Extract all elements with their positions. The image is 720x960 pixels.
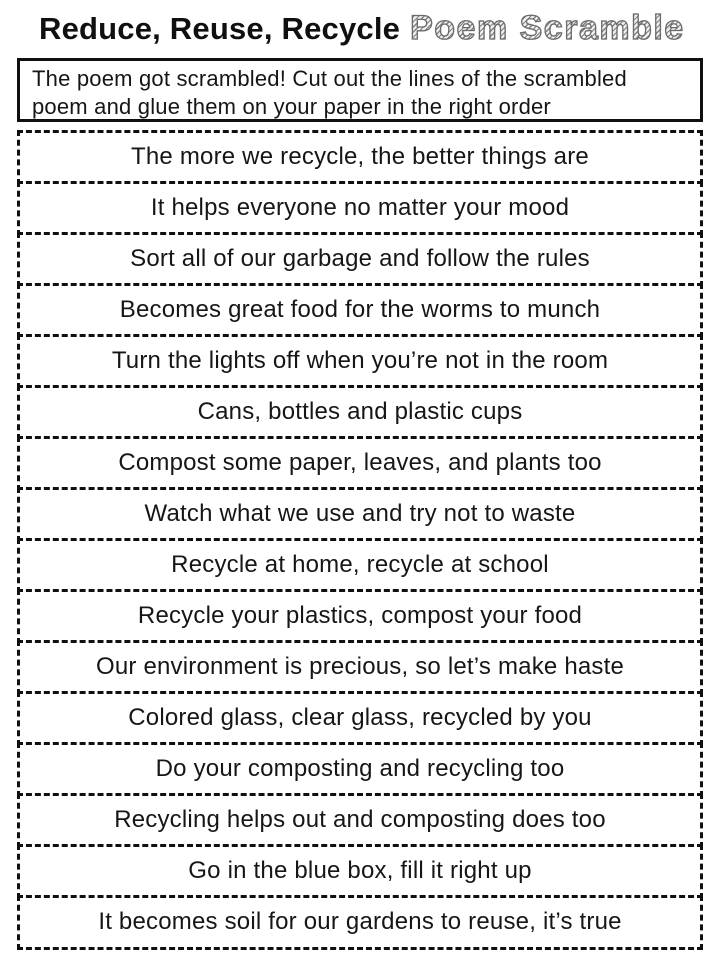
- poem-strip: [17, 436, 703, 491]
- poem-line: Colored glass, clear glass, recycled by you: [128, 704, 592, 732]
- poem-line: It helps everyone no matter your mood: [150, 194, 570, 222]
- poem-strip: [17, 538, 703, 593]
- poem-strip: [17, 640, 703, 695]
- poem-strip: [17, 181, 703, 236]
- poem-line: Becomes great food for the worms to munch: [119, 296, 601, 324]
- poem-strip: [17, 487, 703, 542]
- instructions-text: The poem got scrambled! Cut out the lines of the scrambled poem and glue them on your paper in the right order: [32, 66, 627, 119]
- poem-line: Sort all of our garbage and follow the rules: [130, 245, 590, 273]
- poem-strip: [17, 232, 703, 287]
- poem-strip: [17, 742, 703, 797]
- page-title: [39, 8, 703, 48]
- poem-line: Recycling helps out and composting does too: [114, 806, 606, 834]
- poem-line: Watch what we use and try not to waste: [144, 500, 576, 528]
- poem-line: The more we recycle, the better things are: [131, 143, 589, 171]
- poem-strip: [17, 589, 703, 644]
- poem-line: Compost some paper, leaves, and plants too: [118, 449, 602, 477]
- poem-strip: [17, 844, 703, 899]
- poem-line: It becomes soil for our gardens to reuse, it’s true: [98, 908, 622, 936]
- poem-line: Recycle at home, recycle at school: [171, 551, 549, 579]
- title-main-text: Reduce, Reuse, Recycle: [39, 11, 401, 46]
- poem-strip: [17, 793, 703, 848]
- poem-line: Recycle your plastics, compost your food: [137, 602, 583, 630]
- poem-line: Turn the lights off when you’re not in the room: [111, 347, 609, 375]
- poem-line: Go in the blue box, fill it right up: [188, 857, 532, 885]
- poem-strip: [17, 895, 703, 950]
- title-accent-text: Poem Scramble: [410, 9, 685, 47]
- instructions-box: [17, 58, 703, 122]
- poem-line: Cans, bottles and plastic cups: [197, 398, 523, 426]
- poem-strips-list: [17, 130, 703, 950]
- poem-strip: [17, 385, 703, 440]
- poem-strip: [17, 130, 703, 185]
- poem-strip: [17, 691, 703, 746]
- poem-line: Do your composting and recycling too: [155, 755, 565, 783]
- poem-strip: [17, 334, 703, 389]
- poem-line: Our environment is precious, so let’s make haste: [95, 653, 625, 681]
- poem-strip: [17, 283, 703, 338]
